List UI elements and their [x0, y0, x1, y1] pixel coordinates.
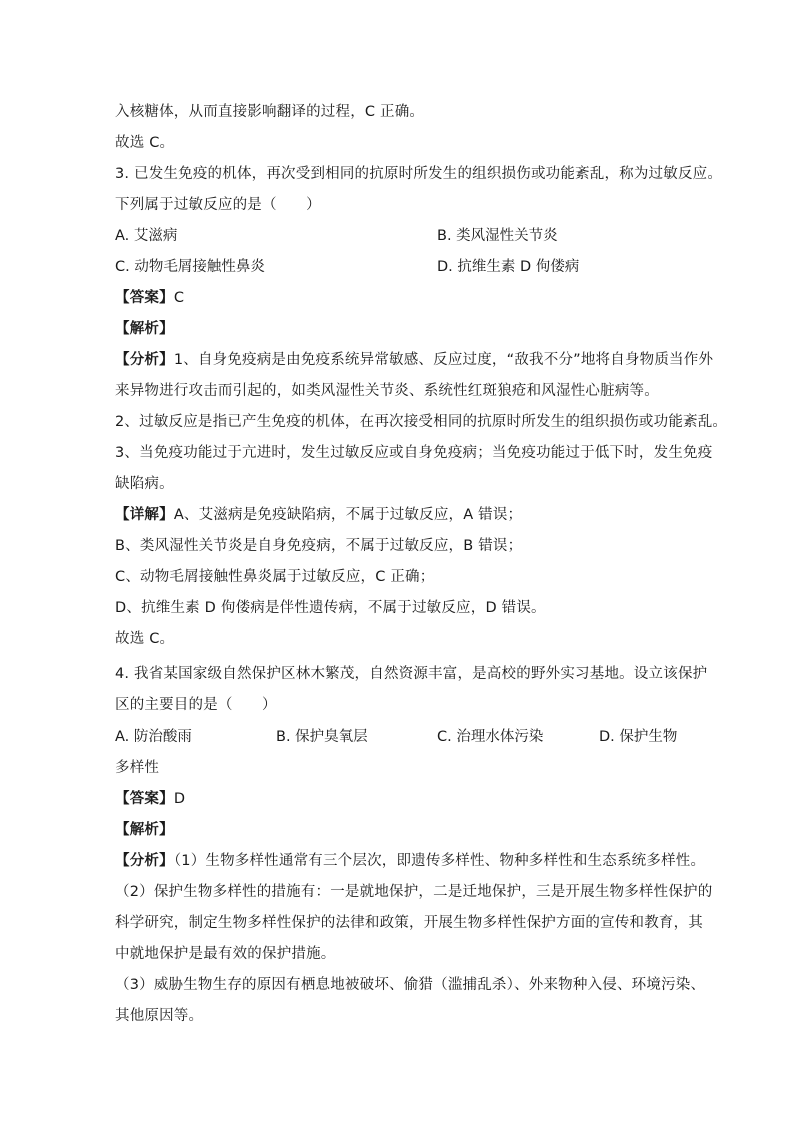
fenxi-text: （1）生物多样性通常有三个层次，即遗传多样性、物种多样性和生态系统多样性。: [173, 853, 706, 869]
q3-fenxi-3a: 3、当免疫功能过于亢进时，发生过敏反应或自身免疫病；当免疫功能过于低下时，发生免疫: [115, 445, 713, 461]
q3-option-a: A. 艾滋病: [115, 228, 178, 244]
analysis-tag: 【解析】: [115, 822, 174, 838]
q3-option-b: B. 类风湿性关节炎: [437, 228, 558, 244]
q3-xiangjie-a: [115, 505, 522, 525]
xiangjie-text: A、艾滋病是免疫缺陷病，不属于过敏反应，A 错误；: [173, 507, 523, 523]
text-line: 故选 C。: [115, 135, 175, 151]
q3-fenxi-2: 2、过敏反应是指已产生免疫的机体，在再次接受相同的抗原时所发生的组织损伤或功能紊乱。: [115, 414, 728, 430]
q3-option-d: D. 抗维生素 D 佝偻病: [437, 259, 580, 275]
q3-fenxi-1b: 来异物进行攻击而引起的，如类风湿性关节炎、系统性红斑狼疮和风湿性心脏病等。: [115, 383, 659, 399]
analysis-tag: 【解析】: [115, 321, 174, 337]
q3-answer: [115, 288, 184, 308]
q4-fenxi-1: [115, 851, 705, 871]
fenxi-tag: 【分析】: [115, 352, 174, 368]
fenxi-tag: 【分析】: [115, 853, 174, 869]
q4-option-d-cont: 多样性: [115, 760, 160, 776]
question-4-stem-cont: 区的主要目的是（ ）: [115, 697, 277, 713]
question-3-stem-cont: 下列属于过敏反应的是（ ）: [115, 197, 321, 213]
q3-analysis-heading: [115, 319, 174, 339]
answer-value: C: [173, 290, 185, 306]
q3-conclusion: 故选 C。: [115, 631, 175, 647]
question-3-stem: 3. 已发生免疫的机体，再次受到相同的抗原时所发生的组织损伤或功能紊乱，称为过敏反应。: [115, 166, 723, 182]
text-line: 入核糖体，从而直接影响翻译的过程，C 正确。: [115, 104, 425, 120]
q4-fenxi-2a: （2）保护生物多样性的措施有：一是就地保护，二是迁地保护，三是开展生物多样性保护的: [115, 884, 713, 900]
question-4-stem: 4. 我省某国家级自然保护区林木繁茂，自然资源丰富，是高校的野外实习基地。设立该保护: [115, 666, 708, 682]
q3-fenxi-1a: [115, 350, 713, 370]
xiangjie-tag: 【详解】: [115, 507, 174, 523]
q3-option-c: C. 动物毛屑接触性鼻炎: [115, 259, 265, 275]
answer-tag: 【答案】: [115, 791, 174, 807]
q4-fenxi-2b: 科学研究，制定生物多样性保护的法律和政策，开展生物多样性保护方面的宣传和教育，其: [115, 915, 703, 931]
answer-tag: 【答案】: [115, 290, 174, 306]
q4-fenxi-3b: 其他原因等。: [115, 1008, 204, 1024]
q3-fenxi-3b: 缺陷病。: [115, 476, 174, 492]
q4-fenxi-2c: 中就地保护是最有效的保护措施。: [115, 946, 336, 962]
q3-xiangjie-b: B、类风湿性关节炎是自身免疫病，不属于过敏反应，B 错误；: [115, 538, 523, 554]
q4-option-b: B. 保护臭氧层: [276, 729, 368, 745]
q4-option-c: C. 治理水体污染: [437, 729, 544, 745]
answer-value: D: [173, 791, 186, 807]
q4-fenxi-3a: （3）威胁生物生存的原因有栖息地被破坏、偷猎（滥捕乱杀）、外来物种入侵、环境污染、: [115, 977, 706, 993]
fenxi-text: 1、自身免疫病是由免疫系统异常敏感、反应过度，“敌我不分”地将自身物质当作外: [173, 352, 714, 368]
q4-option-d: D. 保护生物: [599, 729, 678, 745]
q3-xiangjie-c: C、动物毛屑接触性鼻炎属于过敏反应，C 正确；: [115, 569, 435, 585]
q4-analysis-heading: [115, 820, 174, 840]
q4-answer: [115, 789, 185, 809]
q4-option-a: A. 防治酸雨: [115, 729, 192, 745]
q3-xiangjie-d: D、抗维生素 D 佝偻病是伴性遗传病，不属于过敏反应，D 错误。: [115, 600, 546, 616]
